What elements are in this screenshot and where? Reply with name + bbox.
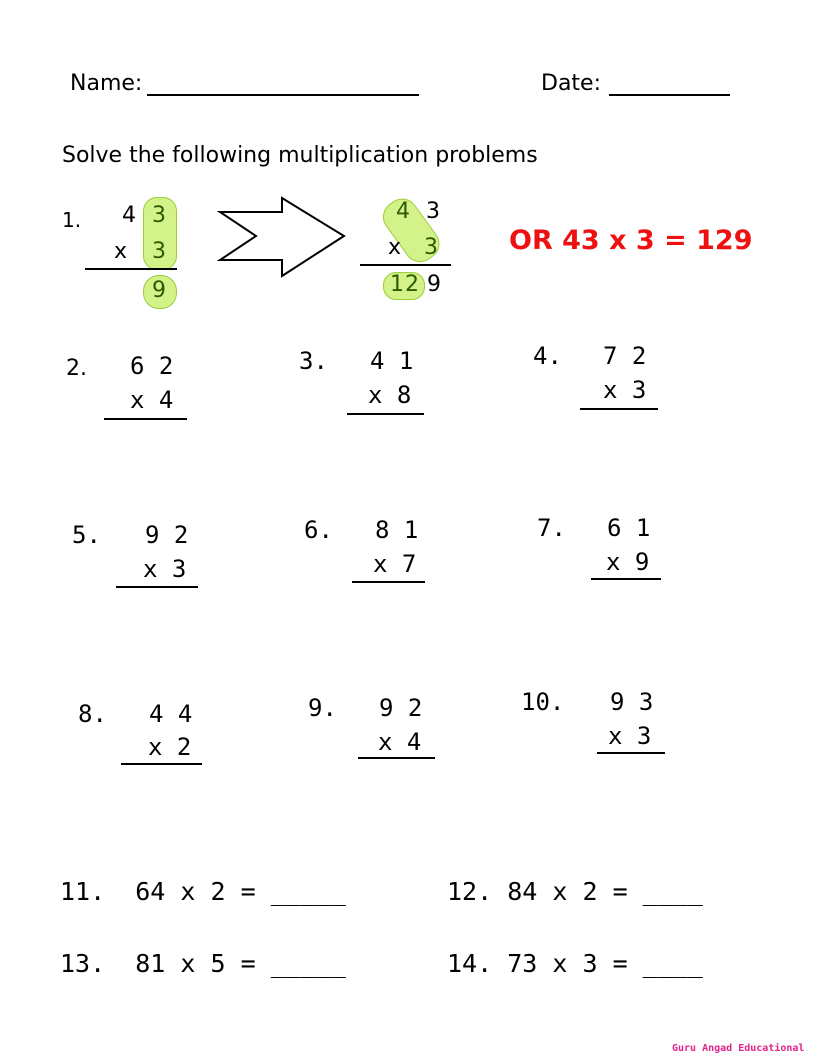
example-alternative: OR 43 x 3 = 129	[509, 225, 753, 256]
problem-top: 7 2	[603, 342, 647, 370]
problem-bottom: x 4	[378, 728, 422, 756]
equation-13: 13. 81 x 5 = _____	[60, 949, 346, 978]
footer-credit: Guru Angad Educational	[672, 1043, 805, 1054]
problem-bottom: x 7	[373, 550, 417, 578]
problem-bottom: x 3	[608, 722, 652, 750]
problem-bottom: x 3	[603, 376, 647, 404]
example2-top-tens: 4	[396, 199, 410, 224]
problem-number: 4.	[533, 342, 562, 370]
example2-result-rest: 9	[427, 272, 441, 297]
name-field[interactable]	[147, 94, 419, 96]
example-number: 1.	[62, 208, 82, 232]
problem-top: 9 3	[610, 688, 654, 716]
problem-top: 9 2	[379, 694, 423, 722]
problem-bottom: x 3	[143, 555, 187, 583]
problem-number: 2.	[66, 356, 87, 381]
problem-bottom: x 2	[148, 733, 192, 761]
equation-11: 11. 64 x 2 = _____	[60, 877, 346, 906]
problem-number: 6.	[304, 516, 333, 544]
name-label: Name:	[70, 71, 143, 96]
equation-12: 12. 84 x 2 = ____	[447, 877, 703, 906]
problem-number: 8.	[78, 700, 107, 728]
example-bottom: 3	[152, 239, 166, 264]
example-step1-result: 9	[152, 278, 166, 303]
right-arrow-icon	[216, 196, 348, 278]
answer-line[interactable]	[352, 581, 425, 583]
equation-14: 14. 73 x 3 = ____	[447, 949, 703, 978]
problem-top: 4 1	[370, 347, 414, 375]
problem-number: 10.	[521, 688, 565, 716]
problem-number: 9.	[308, 694, 337, 722]
example-operator: x	[114, 239, 128, 264]
problem-top: 6 1	[607, 514, 651, 542]
example2-operator: x	[388, 235, 402, 260]
example-answer-line	[85, 268, 177, 270]
problem-number: 5.	[72, 521, 101, 549]
problem-number: 7.	[537, 514, 566, 542]
problem-bottom: x 8	[368, 381, 412, 409]
answer-line[interactable]	[347, 413, 424, 415]
answer-line[interactable]	[597, 752, 665, 754]
example2-answer-line	[360, 264, 451, 266]
answer-line[interactable]	[358, 757, 435, 759]
problem-bottom: x 9	[606, 548, 650, 576]
problem-top: 4 4	[149, 700, 193, 728]
answer-line[interactable]	[121, 763, 202, 765]
instructions: Solve the following multiplication problems	[62, 143, 538, 168]
example2-bottom: 3	[424, 235, 438, 260]
example-top-tens: 4	[122, 203, 136, 228]
answer-line[interactable]	[580, 408, 658, 410]
problem-number: 3.	[299, 347, 328, 375]
answer-line[interactable]	[104, 418, 187, 420]
answer-line[interactable]	[116, 586, 198, 588]
example-top-ones: 3	[152, 203, 166, 228]
problem-top: 8 1	[375, 516, 419, 544]
example2-result-highlight: 12	[390, 272, 420, 297]
problem-bottom: x 4	[130, 386, 174, 414]
example2-top-ones: 3	[426, 199, 440, 224]
date-label: Date:	[541, 71, 601, 96]
problem-top: 9 2	[145, 521, 189, 549]
problem-top: 6 2	[130, 352, 174, 380]
date-field[interactable]	[609, 94, 730, 96]
answer-line[interactable]	[591, 578, 661, 580]
